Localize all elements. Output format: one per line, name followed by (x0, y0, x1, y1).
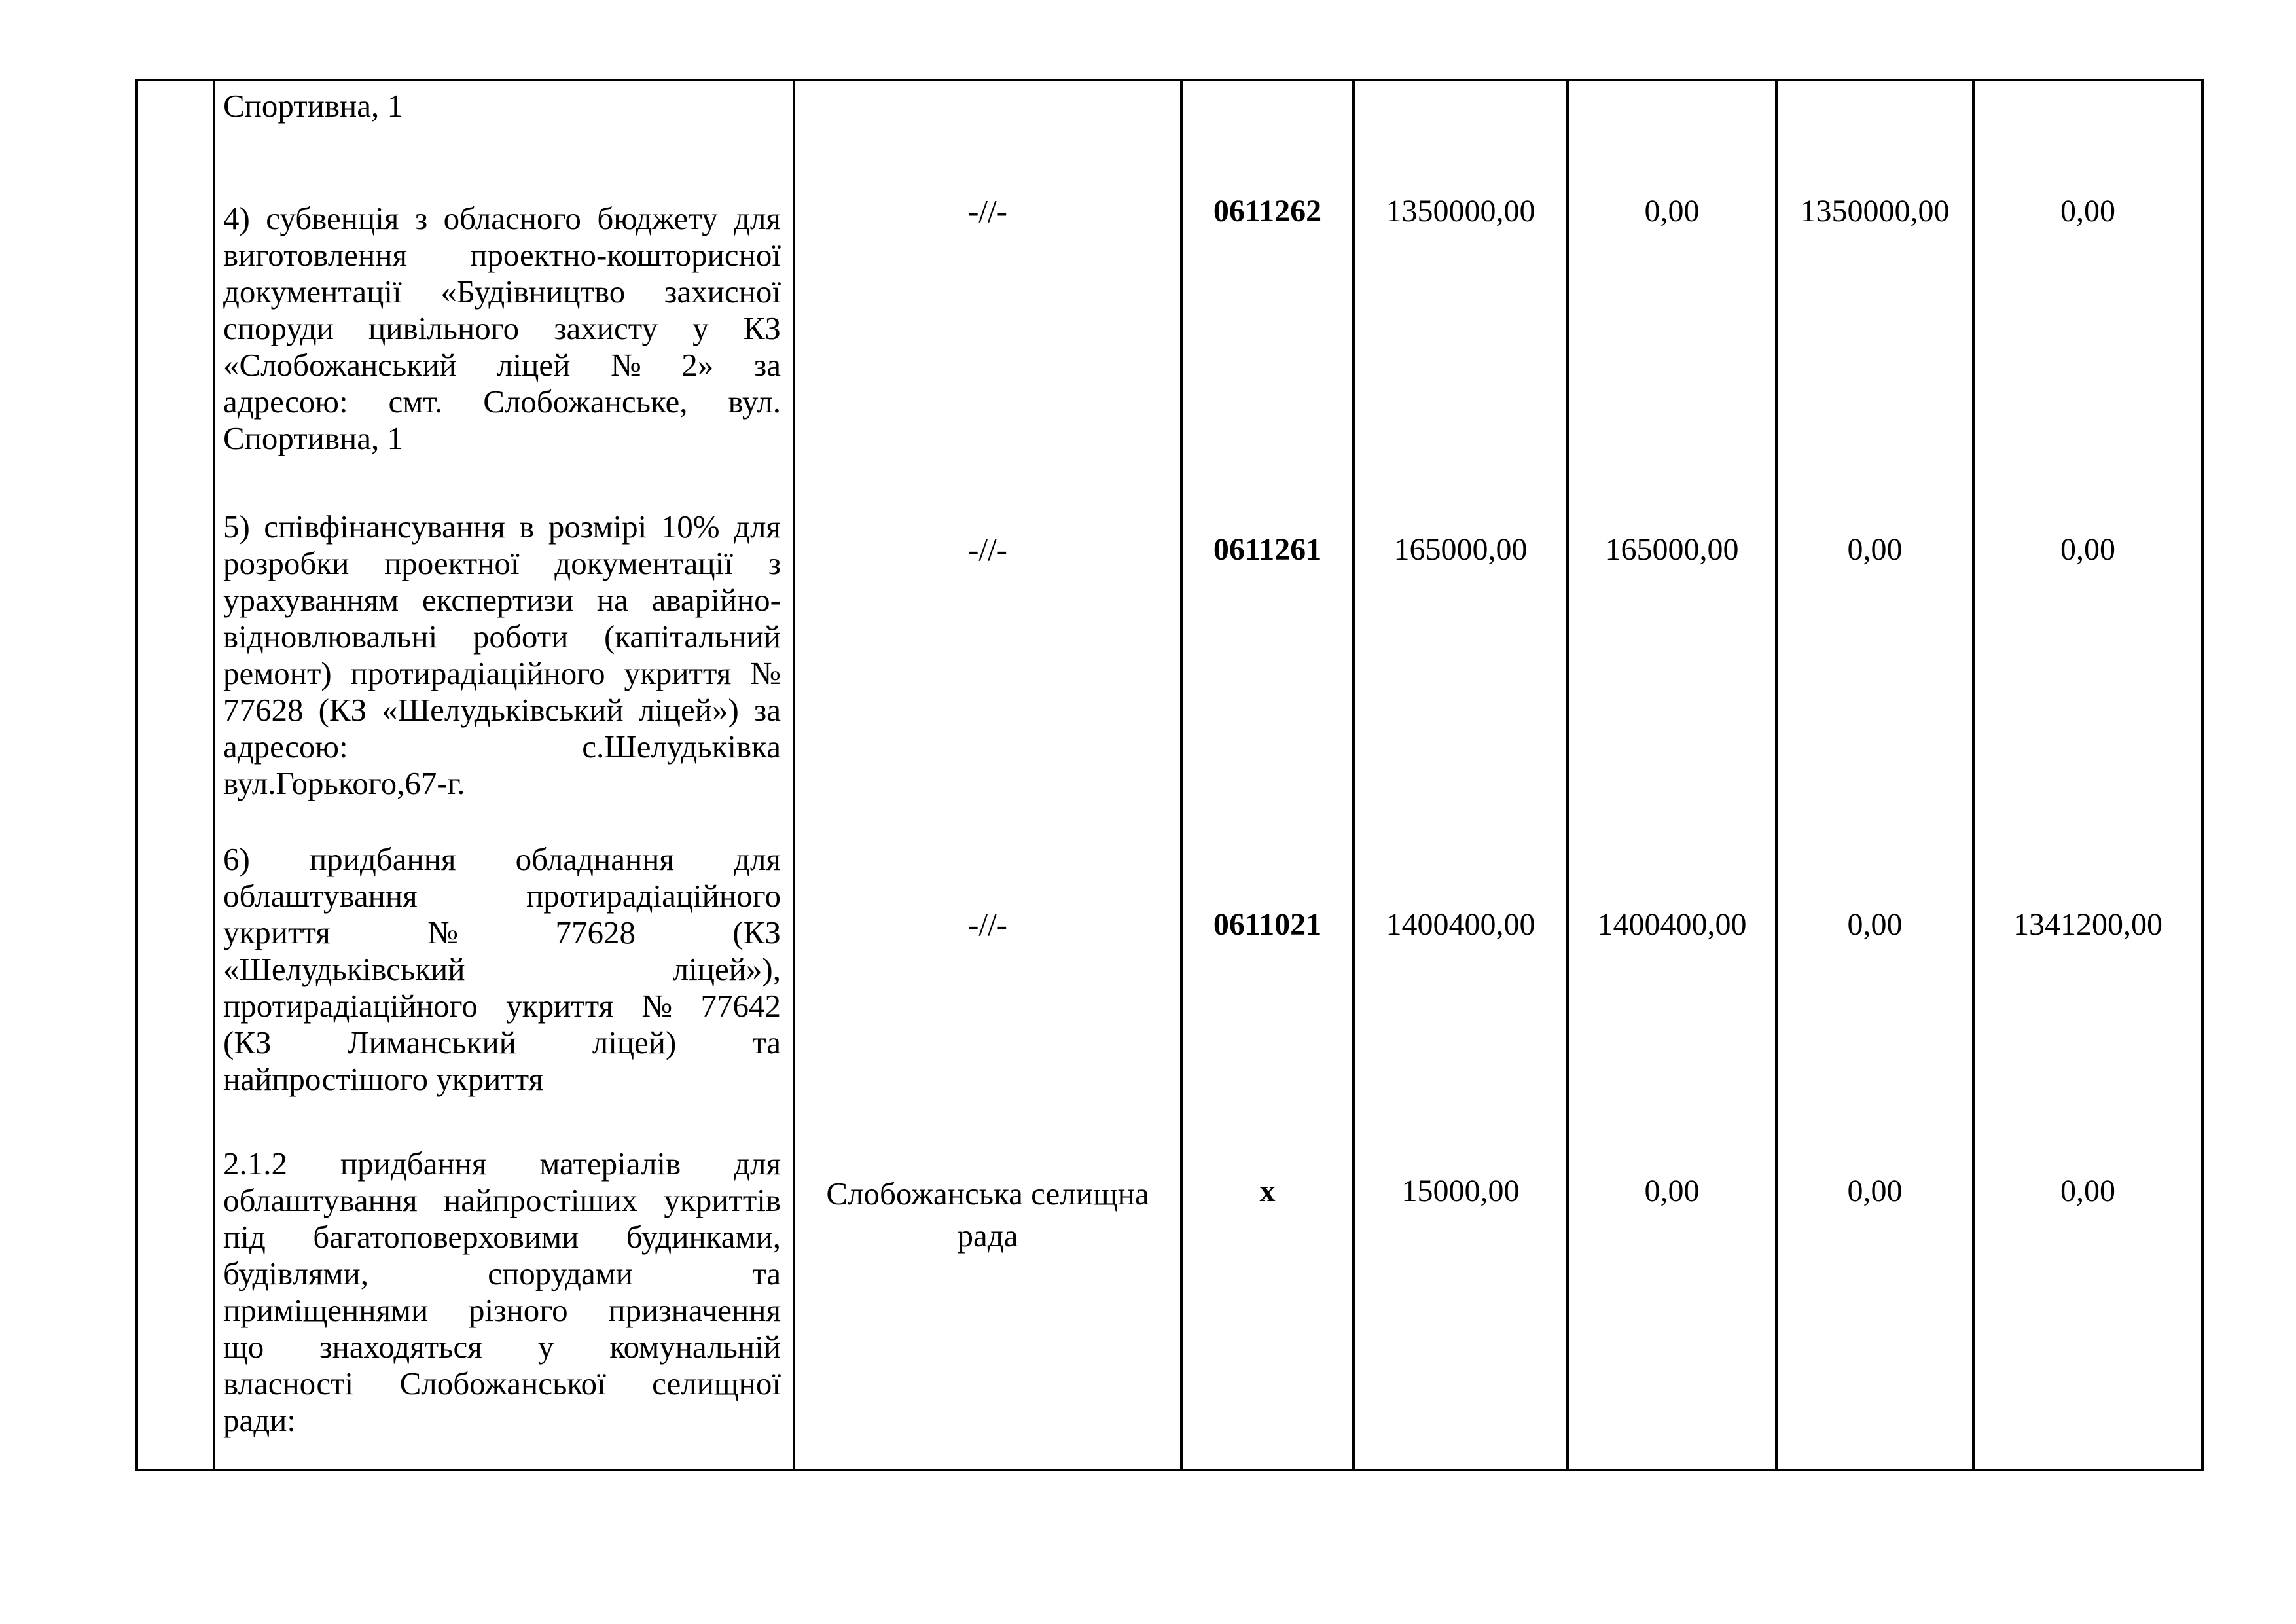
word: селищної (652, 1365, 781, 1401)
word: різного (469, 1292, 568, 1328)
description-line (223, 1292, 781, 1329)
word: придбання (309, 841, 456, 877)
description-line (223, 237, 781, 274)
word: с.Шелудьківка (582, 729, 781, 765)
description-line (223, 655, 781, 692)
amount-cell: 0,00 (1847, 1174, 1903, 1208)
word: урахуванням (223, 582, 399, 618)
word: для (734, 1146, 781, 1182)
description-cell (223, 200, 781, 457)
word: «Шелудьківський (223, 951, 465, 987)
column-divider (213, 81, 215, 1469)
word: знаходяться (319, 1329, 482, 1365)
description-line (223, 692, 781, 729)
word: придбання (340, 1146, 487, 1182)
executor-cell (795, 907, 1180, 943)
description-line: найпростішого укриття (223, 1061, 544, 1097)
word: найпростіших (444, 1182, 637, 1218)
word: 77628 (555, 914, 636, 950)
word: розробки (223, 545, 350, 581)
description-cell (223, 1146, 781, 1439)
word: приміщеннями (223, 1292, 429, 1328)
amount-cell: 0,00 (1847, 532, 1903, 567)
description-line (223, 729, 781, 765)
amount-cell: 1400400,00 (1386, 907, 1535, 942)
word: 2.1.2 (223, 1146, 287, 1182)
word: протирадіаційного (526, 878, 781, 914)
description-line: вул.Горького,67-г. (223, 765, 465, 801)
description-line: Спортивна, 1 (223, 420, 404, 456)
description-line (223, 1146, 781, 1182)
word: проектно-кошторисної (470, 237, 781, 273)
word: Лиманський (347, 1024, 516, 1060)
amount-cell: 0,00 (1847, 907, 1903, 942)
amount-cell: 0,00 (1644, 1174, 1700, 1208)
description-cell (223, 841, 781, 1098)
description-line (223, 1024, 781, 1061)
word: відновлювальні (223, 619, 438, 655)
column-divider (1566, 81, 1569, 1469)
word: роботи (473, 619, 569, 655)
description-line (223, 1182, 781, 1219)
word: 4) (223, 200, 250, 236)
amount-cell: 15000,00 (1401, 1174, 1520, 1208)
word: ліцей (497, 347, 571, 383)
word: та (752, 1255, 781, 1291)
word: «Шелудьківський (382, 692, 624, 728)
word: будівлями, (223, 1255, 368, 1291)
executor-line: Слобожанська селищна (826, 1176, 1149, 1212)
word: що (223, 1329, 264, 1365)
column-divider (1352, 81, 1355, 1469)
word: документації (554, 545, 733, 581)
word: ремонт) (223, 655, 332, 691)
word: ліцей»), (672, 951, 781, 987)
word: (КЗ (318, 692, 367, 728)
word: спорудами (488, 1255, 633, 1291)
word: будинками, (626, 1219, 781, 1255)
description-line (223, 1219, 781, 1255)
description-line (223, 951, 781, 988)
word: протирадіаційного (223, 988, 478, 1024)
description-line (223, 200, 781, 237)
word: для (734, 200, 781, 236)
word: облаштування (223, 878, 418, 914)
executor-cell (795, 1173, 1180, 1257)
word: ліцей) (592, 1024, 677, 1060)
executor-line: -//- (968, 532, 1007, 568)
word: проектної (384, 545, 520, 581)
description-line (223, 274, 781, 310)
word: на (596, 582, 628, 618)
word: «Слобожанський (223, 347, 457, 383)
word: багатоповерховими (313, 1219, 579, 1255)
word: для (734, 509, 781, 545)
word: 2» (681, 347, 714, 383)
word: протирадіаційного (350, 655, 605, 691)
word: вул. (728, 384, 781, 420)
description-line (223, 384, 781, 420)
word: бюджету (597, 200, 718, 236)
word: № (750, 655, 781, 691)
word: укриття (624, 655, 732, 691)
word: цивільного (368, 310, 520, 346)
budget-table (135, 79, 2204, 1471)
description-line (223, 619, 781, 655)
amount-cell: 1350000,00 (1800, 194, 1950, 228)
amount-cell: 1400400,00 (1597, 907, 1747, 942)
word: споруди (223, 310, 334, 346)
word: (КЗ (732, 914, 781, 950)
word: «Будівництво (440, 274, 626, 310)
description-line (223, 509, 781, 545)
word: укриття (223, 914, 331, 950)
word: з (768, 545, 781, 581)
description-line (223, 914, 781, 951)
amount-cell: 165000,00 (1393, 532, 1528, 567)
description-line (223, 310, 781, 347)
program-code-cell: 0611021 (1213, 907, 1322, 942)
executor-line: -//- (968, 193, 1007, 229)
word: укриття (506, 988, 614, 1024)
word: смт. (388, 384, 443, 420)
executor-line: -//- (968, 907, 1007, 943)
column-divider (1180, 81, 1183, 1469)
word: захисної (664, 274, 781, 310)
description-cell (223, 88, 781, 124)
word: у (537, 1329, 554, 1365)
word: № (610, 347, 641, 383)
word: співфінансування (264, 509, 505, 545)
word: № (427, 914, 458, 950)
word: під (223, 1219, 266, 1255)
word: власності (223, 1365, 354, 1401)
word: та (752, 1024, 781, 1060)
amount-cell: 1350000,00 (1386, 194, 1535, 228)
description-line (223, 1329, 781, 1365)
program-code-cell: 0611261 (1213, 532, 1322, 567)
word: 77642 (700, 988, 781, 1024)
word: в (519, 509, 535, 545)
executor-cell (795, 532, 1180, 568)
word: укриттів (664, 1182, 781, 1218)
word: адресою: (223, 384, 348, 420)
word: матеріалів (539, 1146, 681, 1182)
word: з (414, 200, 428, 236)
amount-cell: 165000,00 (1605, 532, 1739, 567)
word: субвенція (266, 200, 399, 236)
word: ліцей») (638, 692, 739, 728)
word: № (641, 988, 673, 1024)
column-divider (1775, 81, 1778, 1469)
program-code-cell: x (1259, 1174, 1276, 1208)
word: обласного (443, 200, 581, 236)
word: за (753, 347, 781, 383)
column-divider (1972, 81, 1975, 1469)
word: комунальній (609, 1329, 781, 1365)
word: 6) (223, 841, 250, 877)
description-cell (223, 509, 781, 802)
word: за (753, 692, 781, 728)
word: адресою: (223, 729, 348, 765)
amount-cell: 0,00 (2060, 194, 2115, 228)
amount-cell: 0,00 (2060, 1174, 2115, 1208)
word: виготовлення (223, 237, 408, 273)
word: захисту (554, 310, 658, 346)
word: (КЗ (223, 1024, 272, 1060)
amount-cell: 0,00 (2060, 532, 2115, 567)
description-line (223, 878, 781, 914)
word: (капітальний (604, 619, 781, 655)
executor-line: рада (957, 1218, 1018, 1254)
word: 5) (223, 509, 250, 545)
column-divider (793, 81, 795, 1469)
word: Слобожанське, (483, 384, 688, 420)
word: обладнання (515, 841, 674, 877)
word: призначення (608, 1292, 781, 1328)
word: розмірі (548, 509, 647, 545)
description-line (223, 988, 781, 1024)
description-line (223, 1365, 781, 1402)
description-line: Спортивна, 1 (223, 88, 404, 124)
executor-cell (795, 193, 1180, 230)
description-line (223, 582, 781, 619)
word: 77628 (223, 692, 304, 728)
word: облаштування (223, 1182, 418, 1218)
word: у (692, 310, 709, 346)
word: 10% (660, 509, 720, 545)
word: для (734, 841, 781, 877)
amount-cell: 1341200,00 (2013, 907, 2162, 942)
word: документації (223, 274, 402, 310)
program-code-cell: 0611262 (1213, 194, 1322, 228)
description-line (223, 545, 781, 582)
word: аварійно- (651, 582, 781, 618)
word: Слобожанської (399, 1365, 606, 1401)
description-line (223, 347, 781, 384)
description-line: ради: (223, 1402, 296, 1438)
amount-cell: 0,00 (1644, 194, 1700, 228)
word: КЗ (743, 310, 781, 346)
description-line (223, 1255, 781, 1292)
word: експертизи (422, 582, 574, 618)
description-line (223, 841, 781, 878)
